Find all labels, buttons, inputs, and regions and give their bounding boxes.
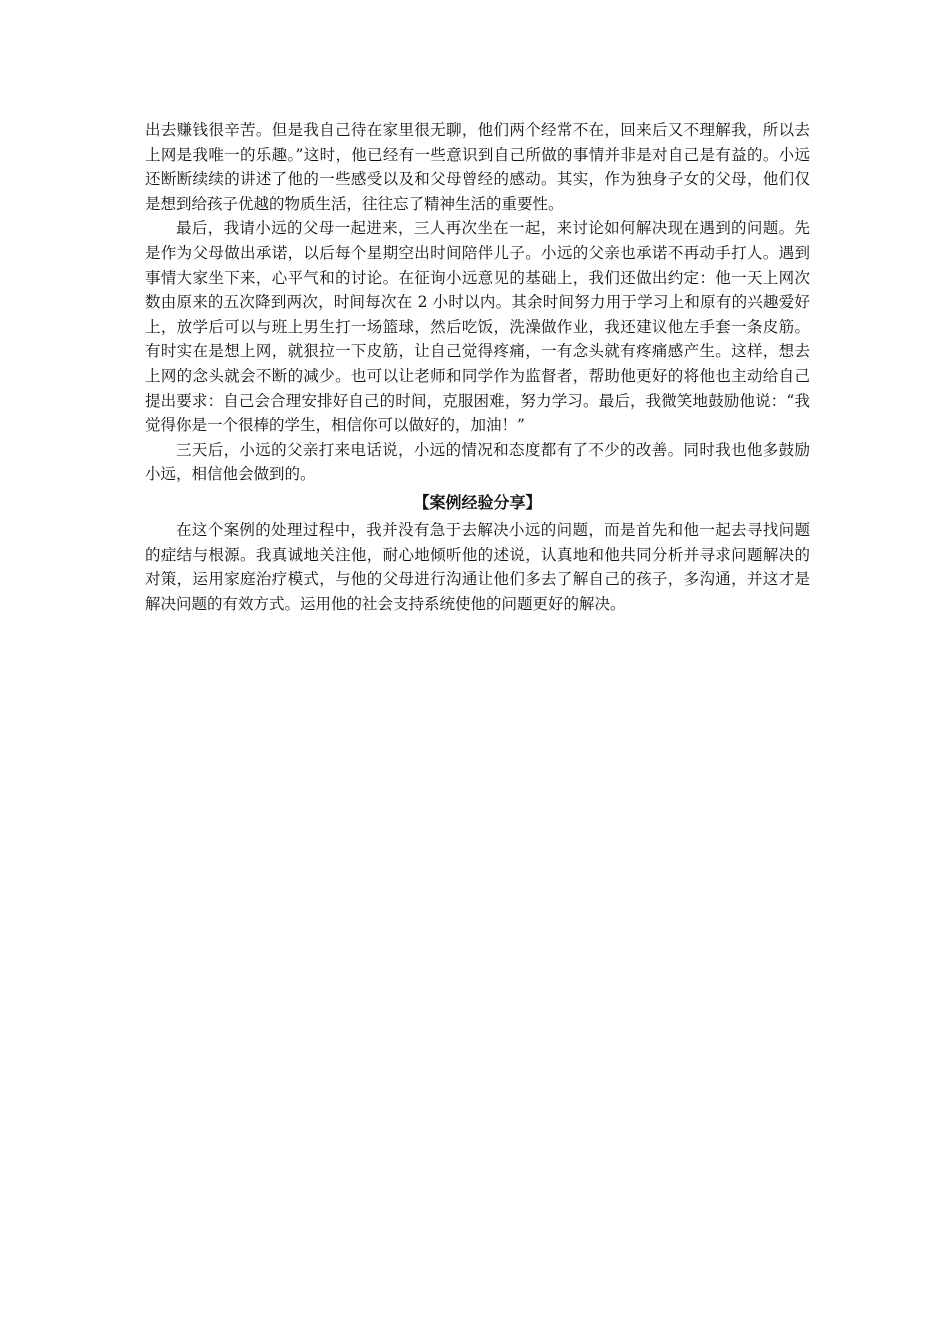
paragraph-experience-summary: 在这个案例的处理过程中，我并没有急于去解决小远的问题，而是首先和他一起去寻找问题的症结与根源。我真诚地关注他，耐心地倾听他的述说，认真地和他共同分析并寻求问题解决的对策，运用家庭治疗模式，与他的父母进行沟通让他们多去了解自己的孩子，多沟通，并这才是解决问题的有效方式。运用他的社会支持系统使他的问题更好的解决。 [145, 520, 810, 613]
paragraph-followup: 三天后，小远的父亲打来电话说，小远的情况和态度都有了不少的改善。同时我也他多鼓励小远，相信他会做到的。 [145, 440, 810, 484]
paragraph-agreement: 最后，我请小远的父母一起进来，三人再次坐在一起，来讨论如何解决现在遇到的问题。先是作为父母做出承诺，以后每个星期空出时间陪伴儿子。小远的父亲也承诺不再动手打人。遇到事情大家坐下来，心平气和的讨论。在征询小远意见的基础上，我们还做出约定：他一天上网次数由原来的五次降到两次，时间每次在 2 小时以内。其余时间努力用于学习上和原有的兴趣爱好上，放学后可以与班上男生打一场篮球，然后吃饭，洗澡做作业，我还建议他左手套一条皮筋。有时实在是想上网，就狠拉一下皮筋，让自己觉得疼痛，一有念头就有疼痛感产生。这样，想去上网的念头就会不断的减少。也可以让老师和同学作为监督者，帮助他更好的将他也主动给自己提出要求：自己会合理安排好自己的时间，克服困难，努力学习。最后，我微笑地鼓励他说：“我觉得你是一个很棒的学生，相信你可以做好的，加油！” [145, 219, 810, 435]
document-page [145, 118, 810, 616]
section-heading-case-experience: 【案例经验分享】 [413, 492, 542, 512]
paragraph-continued: 出去赚钱很辛苦。但是我自己待在家里很无聊，他们两个经常不在，回来后又不理解我，所以去上网是我唯一的乐趣。”这时，他已经有一些意识到自己所做的事情并非是对自己是有益的。小远还断断续续的讲述了他的一些感受以及和父母曾经的感动。其实，作为独身子女的父母，他们仅是想到给孩子优越的物质生活，往往忘了精神生活的重要性。 [145, 121, 810, 213]
